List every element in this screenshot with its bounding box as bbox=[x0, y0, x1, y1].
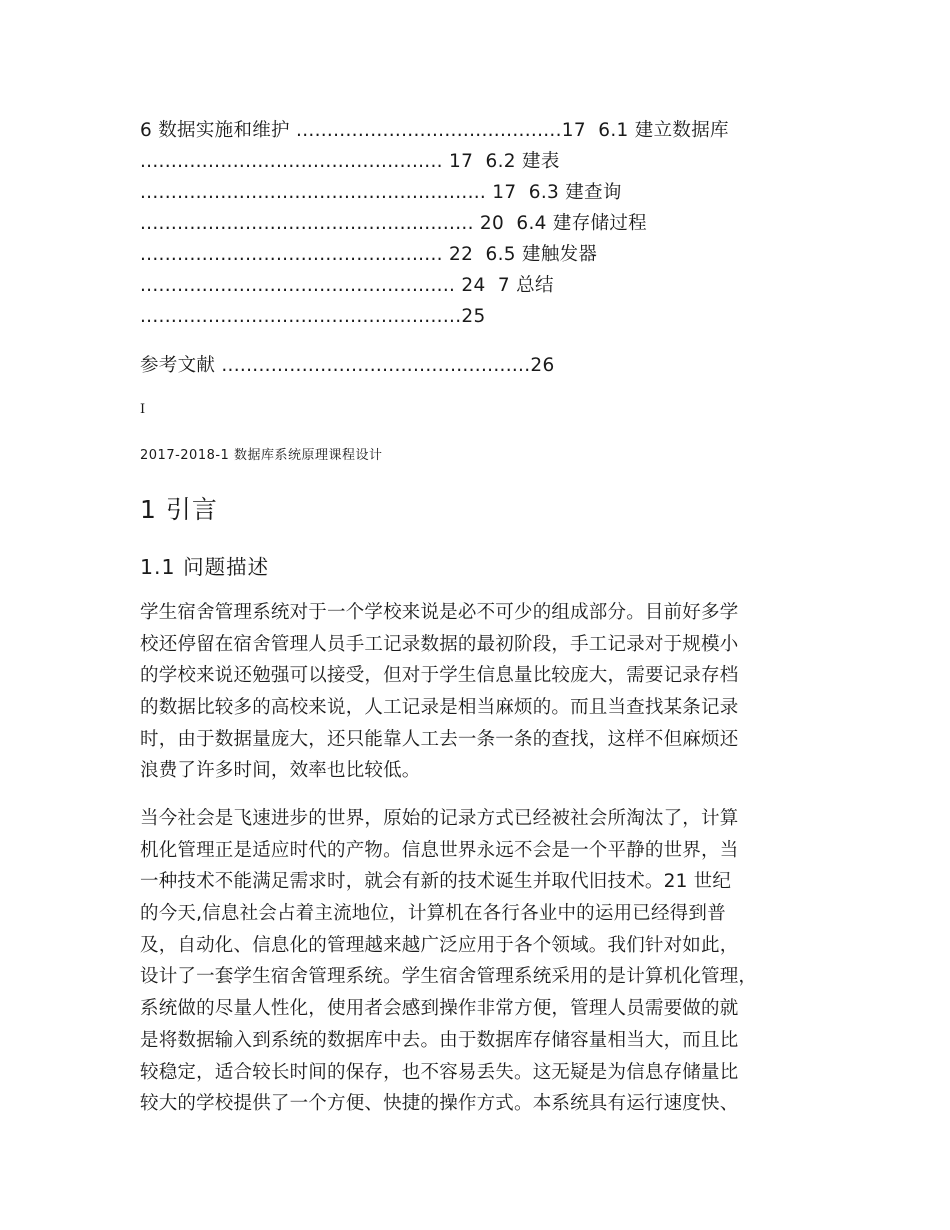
paragraph-line: 学生宿舍管理系统对于一个学校来说是必不可少的组成部分。目前好多学 bbox=[140, 602, 739, 623]
paragraph-line: 机化管理正是适应时代的产物。信息世界永远不会是一个平静的世界，当 bbox=[140, 839, 739, 861]
paragraph-line: 的学校来说还勉强可以接受，但对于学生信息量比较庞大，需要记录存档 bbox=[140, 665, 739, 687]
paragraph-line: 的数据比较多的高校来说，人工记录是相当麻烦的。而且当查找某条记录 bbox=[140, 697, 739, 719]
toc-line[interactable]: ................................................. 17 6.2 建表 bbox=[140, 151, 560, 172]
toc-line[interactable]: 6 数据实施和维护 ...........................................17 6.1 建立数据库 bbox=[140, 120, 729, 141]
paragraph-1 bbox=[140, 597, 840, 787]
paragraph-2 bbox=[140, 803, 840, 1120]
toc-line[interactable]: ...................................................... 20 6.4 建存储过程 bbox=[140, 213, 647, 234]
paragraph-line: 的今天,信息社会占着主流地位，计算机在各行各业中的运用已经得到普 bbox=[140, 903, 726, 925]
toc-line[interactable]: ................................................... 24 7 总结 bbox=[140, 275, 554, 296]
paragraph-line: 校还停留在宿舍管理人员手工记录数据的最初阶段，手工记录对于规模小 bbox=[140, 633, 739, 655]
toc-line[interactable]: ................................................. 22 6.5 建触发器 bbox=[140, 244, 598, 265]
paragraph-line: 一种技术不能满足需求时，就会有新的技术诞生并取代旧技术。21 世纪 bbox=[140, 871, 732, 893]
paragraph-line: 及，自动化、信息化的管理越来越广泛应用于各个领域。我们针对如此， bbox=[140, 934, 739, 956]
page-number: I bbox=[140, 402, 146, 417]
paragraph-line: 当今社会是飞速进步的世界，原始的记录方式已经被社会所淘汰了，计算 bbox=[140, 808, 739, 829]
toc-line[interactable]: ....................................................25 bbox=[140, 306, 486, 327]
paragraph-line: 设计了一套学生宿舍管理系统。学生宿舍管理系统采用的是计算机化管理， bbox=[140, 966, 758, 988]
paragraph-line: 较大的学校提供了一个方便、快捷的操作方式。本系统具有运行速度快、 bbox=[140, 1093, 739, 1115]
running-header: 2017-2018-1 数据库系统原理课程设计 bbox=[140, 448, 383, 463]
toc-line[interactable]: ........................................................ 17 6.3 建查询 bbox=[140, 182, 622, 203]
paragraph-line: 浪费了许多时间，效率也比较低。 bbox=[140, 760, 421, 782]
section-heading: 1 引言 bbox=[140, 495, 218, 524]
paragraph-line: 系统做的尽量人性化，使用者会感到操作非常方便，管理人员需要做的就 bbox=[140, 998, 739, 1020]
subsection-heading: 1.1 问题描述 bbox=[140, 555, 270, 579]
paragraph-line: 是将数据输入到系统的数据库中去。由于数据库存储容量相当大，而且比 bbox=[140, 1029, 739, 1051]
paragraph-line: 时，由于数据量庞大，还只能靠人工去一条一条的查找，这样不但麻烦还 bbox=[140, 728, 739, 750]
paragraph-line: 较稳定，适合较长时间的保存，也不容易丢失。这无疑是为信息存储量比 bbox=[140, 1061, 739, 1083]
toc-references-line[interactable]: 参考文献 ..................................................26 bbox=[140, 355, 555, 376]
